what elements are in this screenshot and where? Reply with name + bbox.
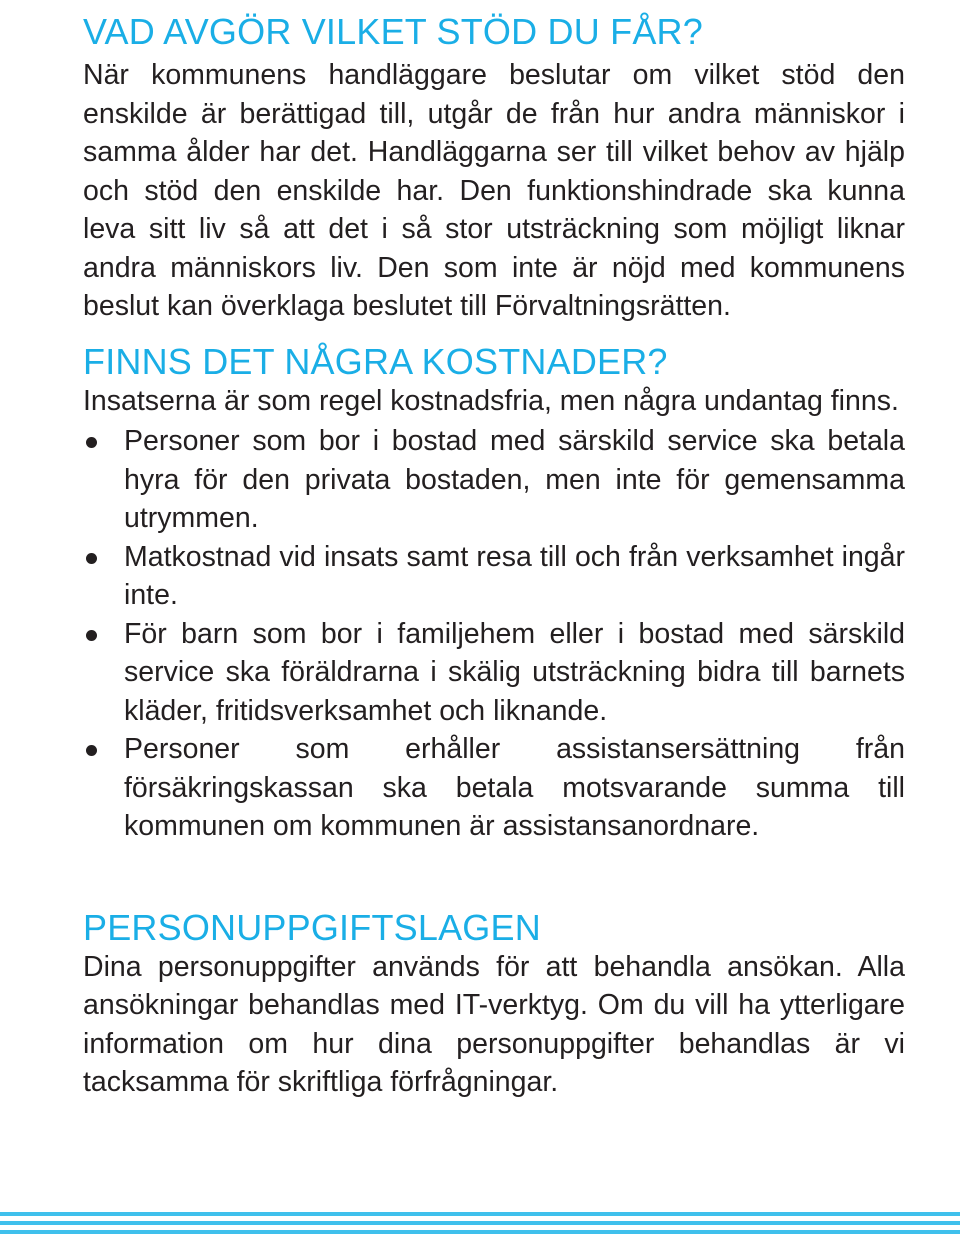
bullet-text: Matkostnad vid insats samt resa till och från verksamhet ingår inte. [124,540,905,611]
section-personuppgiftslagen [83,908,905,1102]
bullet-item [83,538,905,615]
paragraph-stod: När kommunens handläggare beslutar om vilket stöd den enskilde är berättigad till, utgår de från hur andra människor i samma ålder har det. Handläggarna ser till vilket behov av hjälp och stöd den enskilde har. Den funktionshindrade ska kunna leva sitt liv så att det i så stor utsträckning som möjligt liknar andra människors liv. Den som inte är nöjd med kommunens beslut kan överklaga beslutet till Förvaltningsrätten. [83,59,905,322]
paragraph-personuppgiftslagen: Dina personuppgifter används för att behandla ansökan. Alla ansökningar behandlas med IT-verktyg. Om du vill ha ytterligare information om hur dina personuppgifter behandlas är vi tacksamma för skriftliga förfrågningar. [83,950,905,1098]
bullet-dot-icon [86,630,97,641]
bullet-text: För barn som bor i familjehem eller i bostad med särskild service ska föräldrarna i skälig utsträckning bidra till barnets kläder, fritidsverksamhet och liknande. [124,617,905,727]
paragraph-kostnader-intro: Insatserna är som regel kostnadsfria, men några undantag finns. [83,384,899,417]
footer-stripe [0,1212,960,1216]
heading-stod: VAD AVGÖR VILKET STÖD DU FÅR? [83,11,703,52]
footer-stripe [0,1221,960,1225]
bullet-dot-icon [86,553,97,564]
document-content [83,12,905,1102]
bullet-text: Personer som bor i bostad med särskild service ska betala hyra för den privata bostaden, men inte för gemensamma utrymmen. [124,425,905,534]
footer-stripes [0,1212,960,1239]
bullet-item [83,422,905,538]
bullet-item [83,615,905,731]
heading-personuppgiftslagen: PERSONUPPGIFTSLAGEN [83,906,541,948]
section-stod [83,12,905,326]
section-kostnader [83,342,905,846]
bullet-item [83,730,905,846]
bullet-list-kostnader [83,422,905,846]
footer-stripe [0,1230,960,1234]
bullet-text: Personer som erhåller assistansersättning från försäkringskassan ska betala motsvarande summa till kommunen om kommunen är assistansanordnare. [124,733,905,842]
heading-kostnader: FINNS DET NÅGRA KOSTNADER? [83,340,668,382]
bullet-dot-icon [86,745,97,756]
bullet-dot-icon [86,437,97,448]
